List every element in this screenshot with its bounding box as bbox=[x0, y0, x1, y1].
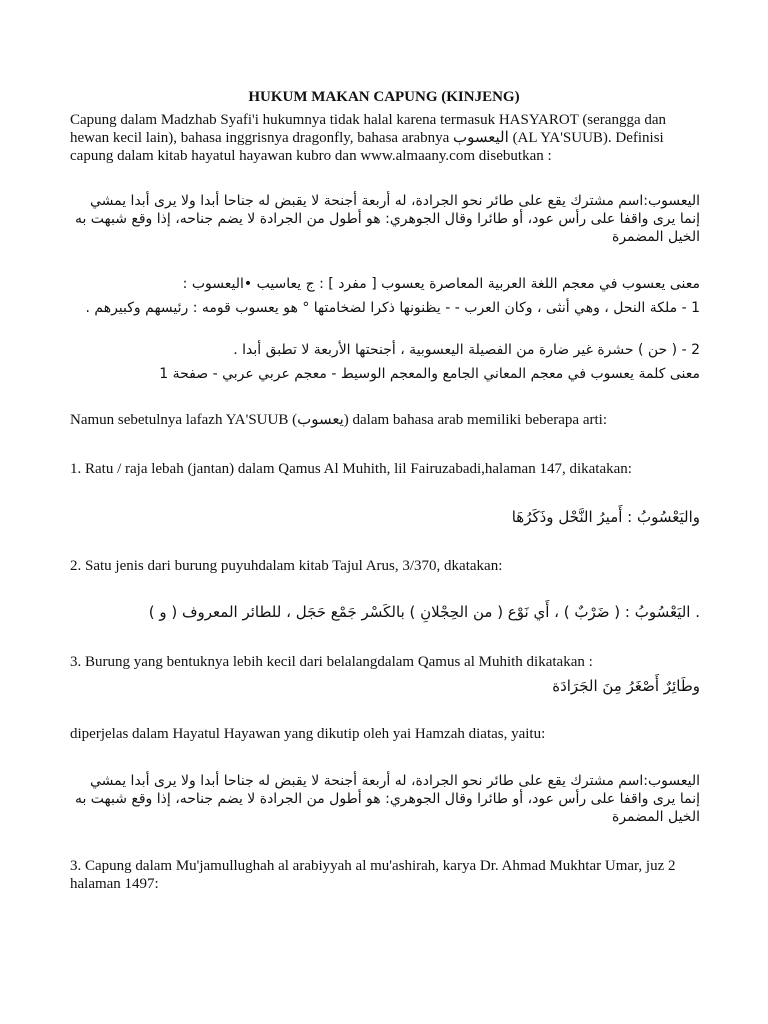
namun-paragraph: Namun sebetulnya lafazh YA'SUUB (يعسوب) dalam bahasa arab memiliki beberapa arti: bbox=[70, 412, 607, 428]
intro-paragraph: Capung dalam Madzhab Syafi'i hukumnya tidak halal karena termasuk HASYAROT (serangga dan hewan kecil lain), bahasa inggrisnya dragonfly, bahasa arabnya اليعسوب (AL YA'SUUB). Definisi capung dalam kitab hayatul hayawan kubro dan www.almaany.com disebutkan : bbox=[70, 112, 667, 164]
dictionary-header: معنى يعسوب في معجم اللغة العربية المعاصرة يعسوب [ مفرد ] : ج يعاسيب •اليعسوب : bbox=[182, 276, 700, 292]
dictionary-item-2: 2 - ( حن ) حشرة غير ضارة من الفصيلة اليعسوبية ، أجنحتها الأربعة لا تطبق أبدا . bbox=[233, 342, 700, 358]
document-title: HUKUM MAKAN CAPUNG (KINJENG) bbox=[248, 89, 520, 105]
point-3b: 3. Capung dalam Mu'jamullughah al arabiyyah al mu'ashirah, karya Dr. Ahmad Mukhtar Umar, juz 2 halaman 1497: bbox=[70, 858, 676, 892]
arabic-definition-1: اليعسوب:اسم مشترك يقع على طائر نحو الجرادة، له أربعة أجنحة لا يقبض له جناحا أبدا ولا يرى أبدا يمشي إنما يرى واقفا على رأس عود، أو طائرا وقال الجوهري: هو أطول من الجرادة لا يضم جناحه، إذا وقع شبهت به الخيل المضمرة bbox=[74, 193, 700, 245]
dictionary-item-1: 1 - ملكة النحل ، وهي أنثى ، وكان العرب - - يظنونها ذكرا لضخامتها ° هو يعسوب قومه : رئيسهم وكبيرهم . bbox=[85, 300, 700, 316]
diperjelas-paragraph: diperjelas dalam Hayatul Hayawan yang dikutip oleh yai Hamzah diatas, yaitu: bbox=[70, 726, 546, 742]
arabic-quote-3: وطَائِرٌ أَصْغَرُ مِنَ الجَرَادَة bbox=[552, 677, 700, 695]
arabic-quote-1: واليَعْسُوبُ : أَميرُ النَّحْل وذَكَرُهَا bbox=[511, 508, 700, 526]
point-3: 3. Burung yang bentuknya lebih kecil dari belalangdalam Qamus al Muhith dikatakan : bbox=[70, 654, 593, 670]
point-1: 1. Ratu / raja lebah (jantan) dalam Qamus Al Muhith, lil Fairuzabadi,halaman 147, dikatakan: bbox=[70, 461, 632, 477]
point-2: 2. Satu jenis dari burung puyuhdalam kitab Tajul Arus, 3/370, dkatakan: bbox=[70, 558, 503, 574]
dictionary-source: معنى كلمة يعسوب في معجم المعاني الجامع والمعجم الوسيط - معجم عربي عربي - صفحة 1 bbox=[159, 366, 700, 382]
arabic-quote-2: . اليَعْسُوبُ : ( ضَرْبٌ ) ، أَي نَوْع ( من الحِجْلانِ ) بالكَسْر جَمْع حَجَل ، للطائر المعروف ( و ) bbox=[148, 603, 700, 621]
arabic-definition-2: اليعسوب:اسم مشترك يقع على طائر نحو الجرادة، له أربعة أجنحة لا يقبض له جناحا أبدا ولا يرى أبدا يمشي إنما يرى واقفا على رأس عود، أو طائرا وقال الجوهري: هو أطول من الجرادة لا يضم جناحه، إذا وقع شبهت به الخيل المضمرة bbox=[74, 773, 700, 825]
